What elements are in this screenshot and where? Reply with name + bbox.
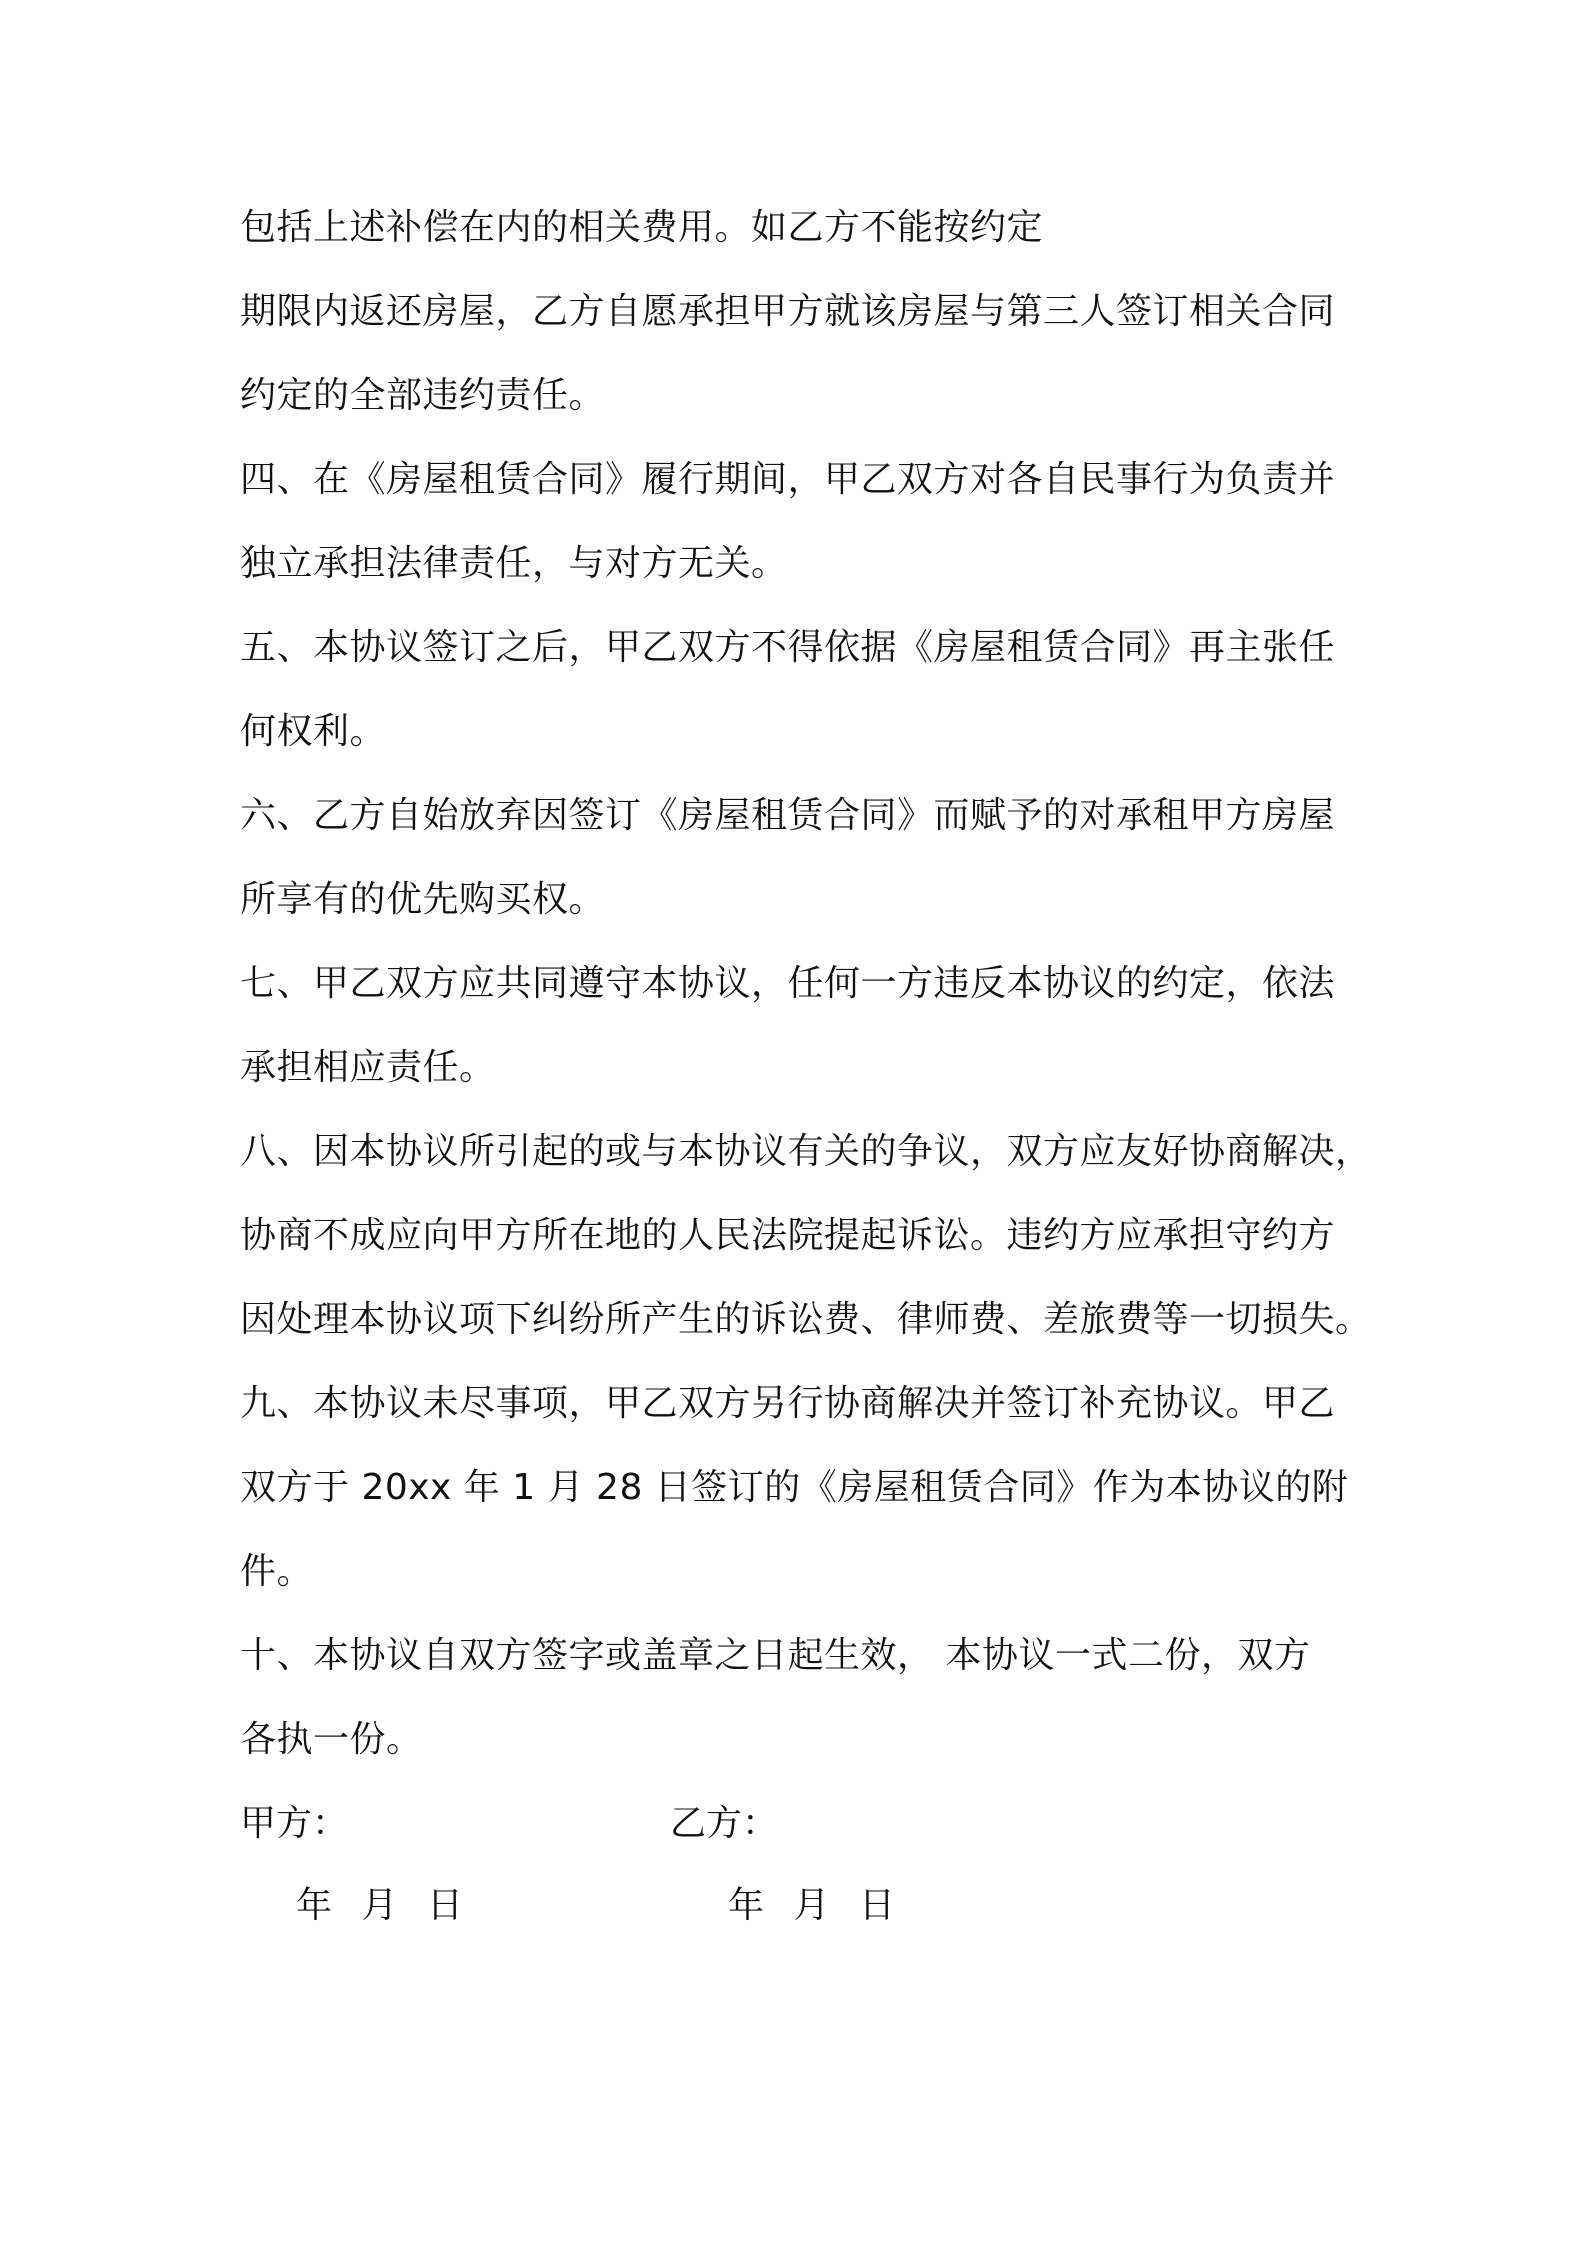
party-a-label: 甲方： — [240, 1803, 349, 1844]
clause-seven-line: 承担相应责任。 — [240, 1047, 496, 1088]
clause-four-line: 独立承担法律责任，与对方无关。 — [240, 543, 788, 584]
party-b-label: 乙方： — [670, 1803, 779, 1844]
party-b-date-day: 日 — [858, 1885, 895, 1926]
clause-six-line: 六、乙方自始放弃因签订《房屋租赁合同》而赋予的对承租甲方房屋 — [240, 795, 1336, 836]
clause-eight-line: 因处理本协议项下纠纷所产生的诉讼费、律师费、差旅费等一切损失。 — [240, 1299, 1372, 1340]
clause-five-line: 五、本协议签订之后，甲乙双方不得依据《房屋租赁合同》再主张任 — [240, 627, 1336, 668]
party-b-date-month: 月 — [793, 1885, 830, 1926]
clause-seven-line: 七、甲乙双方应共同遵守本协议，任何一方违反本协议的约定，依法 — [240, 963, 1336, 1004]
clause-nine-line: 九、本协议未尽事项，甲乙双方另行协商解决并签订补充协议。甲乙 — [240, 1383, 1336, 1424]
clause-ten-line: 各执一份。 — [240, 1719, 423, 1760]
clause-nine-line: 双方于 20xx 年 1 月 28 日签订的《房屋租赁合同》作为本协议的附 — [240, 1467, 1349, 1508]
party-a-date-month: 月 — [361, 1885, 398, 1926]
clause-eight-line: 八、因本协议所引起的或与本协议有关的争议，双方应友好协商解决， — [240, 1131, 1372, 1172]
paragraph-line: 期限内返还房屋，乙方自愿承担甲方就该房屋与第三人签订相关合同 — [240, 291, 1336, 332]
party-a-date-day: 日 — [426, 1885, 463, 1926]
party-a-date-year: 年 — [296, 1885, 333, 1926]
paragraph-line: 约定的全部违约责任。 — [240, 375, 606, 416]
clause-eight-line: 协商不成应向甲方所在地的人民法院提起诉讼。违约方应承担守约方 — [240, 1215, 1336, 1256]
clause-ten-line: 十、本协议自双方签字或盖章之日起生效， 本协议一式二份，双方 — [240, 1635, 1311, 1676]
clause-six-line: 所享有的优先购买权。 — [240, 879, 606, 920]
clause-four-line: 四、在《房屋租赁合同》履行期间，甲乙双方对各自民事行为负责并 — [240, 459, 1336, 500]
party-a-date — [296, 1884, 463, 1928]
clause-five-line: 何权利。 — [240, 711, 387, 752]
party-b-date — [728, 1884, 895, 1928]
party-b-date-year: 年 — [728, 1885, 765, 1926]
clause-nine-line: 件。 — [240, 1551, 314, 1592]
paragraph-line: 包括上述补偿在内的相关费用。如乙方不能按约定 — [240, 207, 1044, 248]
